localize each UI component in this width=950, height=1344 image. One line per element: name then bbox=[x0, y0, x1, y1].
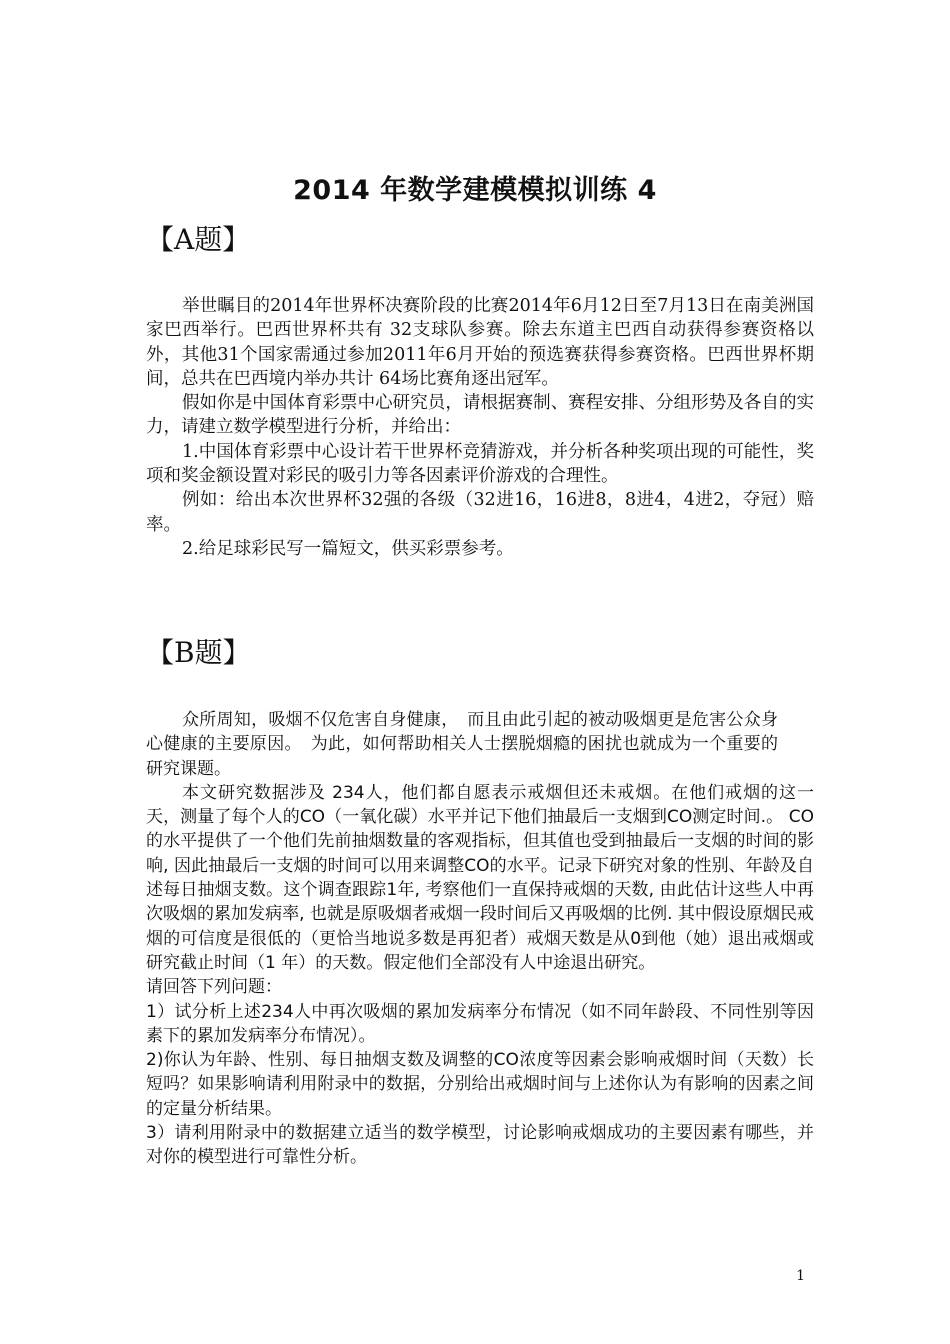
section-a-paragraph: 2.给足球彩民写一篇短文，供买彩票参考。 bbox=[182, 538, 514, 559]
section-a-paragraph: 例如：给出本次世界杯32强的各级（32进16，16进8，8进4，4进2，夺冠）赔率。 bbox=[146, 490, 814, 535]
page-number: 1 bbox=[796, 1268, 805, 1284]
section-b-intro: 众所周知，吸烟不仅危害自身健康， 而且由此引起的被动吸烟更是危害公众身心健康的主要原因。 为此，如何帮助相关人士摆脱烟瘾的困扰也就成为一个重要的研究课题。 bbox=[146, 710, 778, 779]
section-a-paragraph: 举世瞩目的2014年世界杯决赛阶段的比赛2014年6月12日至7月13日在南美洲国家巴西举行。巴西世界杯共有 32支球队参赛。除去东道主巴西自动获得参赛资格以外，其他31个国家需通过参加2011年6月开始的预选赛获得参赛资格。巴西世界杯期间，总共在巴西境内举办共计 64场比赛角逐出冠军。 bbox=[146, 296, 814, 389]
section-a-body bbox=[146, 294, 814, 561]
section-b-question: 1）试分析上述234人中再次吸烟的累加发病率分布情况（如不同年龄段、不同性别等因素下的累加发病率分布情况）。 bbox=[146, 1001, 814, 1046]
section-a-heading: 【A题】 bbox=[146, 223, 251, 256]
section-a-paragraph: 假如你是中国体育彩票中心研究员，请根据赛制、赛程安排、分组形势及各自的实力，请建立数学模型进行分析，并给出： bbox=[146, 393, 814, 438]
section-b-question: 3）请利用附录中的数据建立适当的数学模型，讨论影响戒烟成功的主要因素有哪些，并对你的模型进行可靠性分析。 bbox=[146, 1123, 814, 1168]
section-b-question: 2)你认为年龄、性别、每日抽烟支数及调整的CO浓度等因素会影响戒烟时间（天数）长短吗？如果影响请利用附录中的数据，分别给出戒烟时间与上述你认为有影响的因素之间的定量分析结果。 bbox=[146, 1050, 814, 1119]
document-title: 2014 年数学建模模拟训练 4 bbox=[293, 175, 657, 206]
section-b-prompt: 请回答下列问题： bbox=[146, 977, 282, 998]
section-b-body bbox=[146, 708, 814, 1170]
section-a-paragraph: 1.中国体育彩票中心设计若干世界杯竞猜游戏，并分析各种奖项出现的可能性，奖项和奖金额设置对彩民的吸引力等各因素评价游戏的合理性。 bbox=[146, 441, 814, 487]
section-b-paragraph: 本文研究数据涉及 234人，他们都自愿表示戒烟但还未戒烟。在他们戒烟的这一天，测量了每个人的CO（一氧化碳）水平并记下他们抽最后一支烟到CO测定时间.。 CO的水平提供了一个他们先前抽烟数量的客观指标，但其值也受到抽最后一支烟的时间的影响, 因此抽最后一支烟的时间可以用来调整CO的水平。记录下研究对象的性别、年龄及自述每日抽烟支数。这个调查跟踪1年, 考察他们一直保持戒烟的天数, 由此估计这些人中再次吸烟的累加发病率, 也就是原吸烟者戒烟一段时间后又再吸烟的比例. 其中假设原烟民戒烟的可信度是很低的（更恰当地说多数是再犯者）戒烟天数是从0到他（她）退出戒烟或研究截止时间（1 年）的天数。假定他们全部没有人中途退出研究。 bbox=[146, 782, 814, 973]
section-b-heading: 【B题】 bbox=[146, 636, 251, 669]
